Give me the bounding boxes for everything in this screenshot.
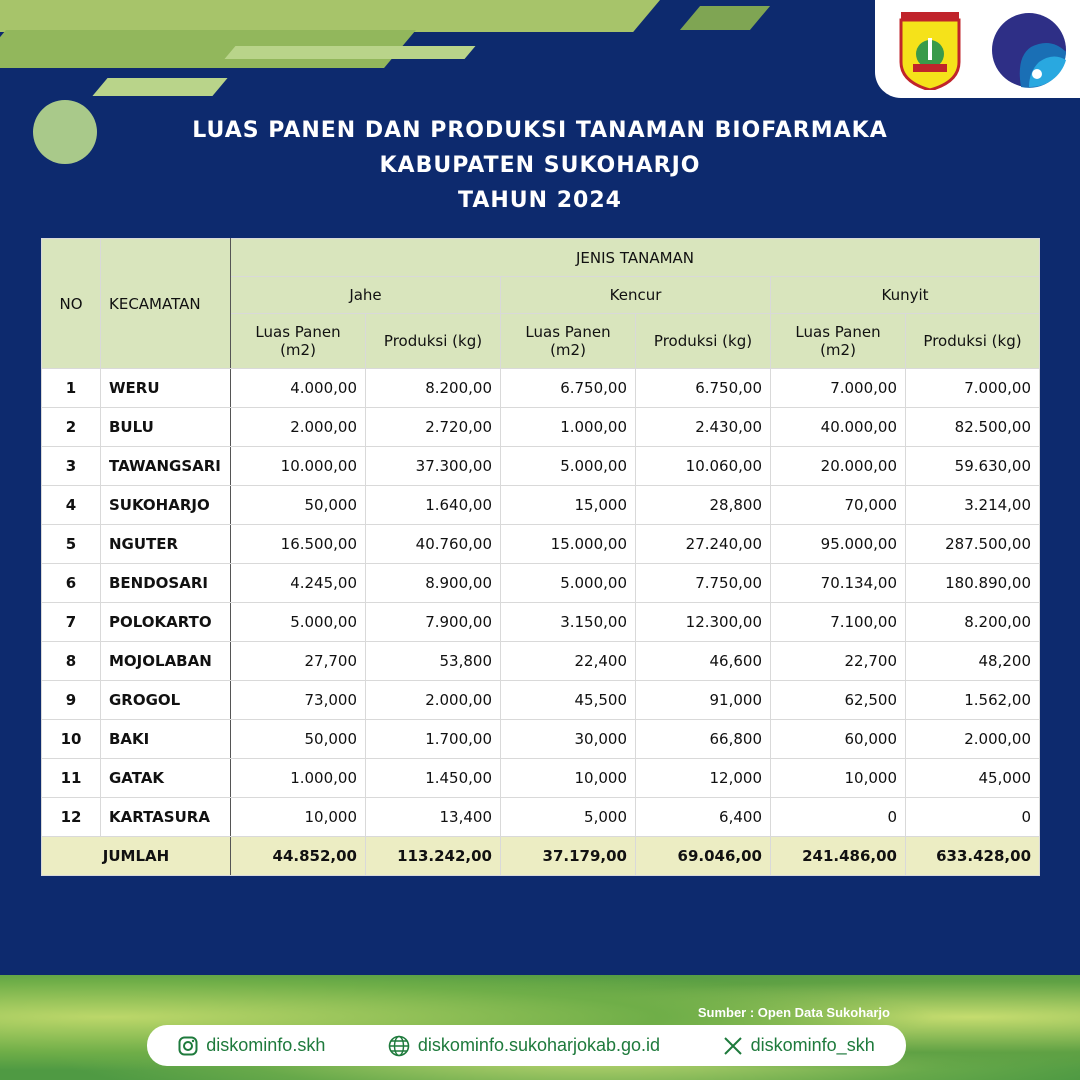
table-row — [42, 798, 1040, 837]
table-row — [42, 564, 1040, 603]
row-number: 3 — [42, 447, 101, 486]
table-row — [42, 525, 1040, 564]
cell-value: 0 — [906, 798, 1040, 837]
kecamatan-name: NGUTER — [101, 525, 231, 564]
cell-value: 27,700 — [231, 642, 366, 681]
row-number: 10 — [42, 720, 101, 759]
cell-value: 16.500,00 — [231, 525, 366, 564]
cell-value: 30,000 — [501, 720, 636, 759]
cell-value: 10,000 — [771, 759, 906, 798]
cell-value: 7.000,00 — [771, 369, 906, 408]
cell-value: 6.750,00 — [636, 369, 771, 408]
header-jenis-tanaman: JENIS TANAMAN — [231, 239, 1040, 277]
header-kunyit: Kunyit — [771, 277, 1040, 314]
row-number: 1 — [42, 369, 101, 408]
cell-value: 10.000,00 — [231, 447, 366, 486]
row-number: 2 — [42, 408, 101, 447]
instagram-icon — [178, 1036, 198, 1056]
kecamatan-name: KARTASURA — [101, 798, 231, 837]
cell-value: 70.134,00 — [771, 564, 906, 603]
sukoharjo-crest-logo — [899, 12, 961, 90]
website-url: diskominfo.sukoharjokab.go.id — [417, 1035, 661, 1055]
cell-value: 40.760,00 — [366, 525, 501, 564]
page-title-line3: TAHUN 2024 — [458, 188, 622, 213]
kecamatan-name: SUKOHARJO — [101, 486, 231, 525]
kecamatan-name: TAWANGSARI — [101, 447, 231, 486]
cell-value: 8.200,00 — [366, 369, 501, 408]
cell-value: 59.630,00 — [906, 447, 1040, 486]
row-number: 4 — [42, 486, 101, 525]
cell-value: 91,000 — [636, 681, 771, 720]
cell-value: 1.562,00 — [906, 681, 1040, 720]
cell-value: 6.750,00 — [501, 369, 636, 408]
cell-value: 37.300,00 — [366, 447, 501, 486]
cell-value: 1.000,00 — [501, 408, 636, 447]
cell-value: 50,000 — [231, 486, 366, 525]
total-row — [42, 837, 1040, 876]
cell-value: 48,200 — [906, 642, 1040, 681]
cell-value: 60,000 — [771, 720, 906, 759]
cell-value: 27.240,00 — [636, 525, 771, 564]
table-row — [42, 408, 1040, 447]
total-value: 633.428,00 — [906, 837, 1040, 876]
cell-value: 46,600 — [636, 642, 771, 681]
website-link[interactable] — [388, 1035, 660, 1057]
kecamatan-name: BENDOSARI — [101, 564, 231, 603]
page-title-line2: KABUPATEN SUKOHARJO — [379, 153, 701, 178]
row-number: 6 — [42, 564, 101, 603]
cell-value: 0 — [771, 798, 906, 837]
cell-value: 2.720,00 — [366, 408, 501, 447]
decor-stripe — [0, 0, 660, 32]
cell-value: 20.000,00 — [771, 447, 906, 486]
cell-value: 7.900,00 — [366, 603, 501, 642]
x-logo-icon — [723, 1036, 743, 1056]
x-link[interactable] — [723, 1035, 875, 1056]
cell-value: 2.000,00 — [366, 681, 501, 720]
instagram-handle: diskominfo.skh — [206, 1035, 326, 1055]
total-value: 44.852,00 — [231, 837, 366, 876]
cell-value: 1.640,00 — [366, 486, 501, 525]
table-row — [42, 603, 1040, 642]
table-row — [42, 447, 1040, 486]
kominfo-logo — [991, 12, 1067, 88]
header-produksi: Produksi (kg) — [906, 314, 1040, 369]
logo-area — [875, 0, 1080, 98]
cell-value: 2.000,00 — [906, 720, 1040, 759]
total-value: 241.486,00 — [771, 837, 906, 876]
cell-value: 22,400 — [501, 642, 636, 681]
cell-value: 180.890,00 — [906, 564, 1040, 603]
source-note: Sumber : Open Data Sukoharjo — [697, 1005, 890, 1020]
total-value: 69.046,00 — [636, 837, 771, 876]
row-number: 9 — [42, 681, 101, 720]
kecamatan-name: GROGOL — [101, 681, 231, 720]
data-table — [41, 238, 1040, 876]
cell-value: 73,000 — [231, 681, 366, 720]
page-title-line1: LUAS PANEN DAN PRODUKSI TANAMAN BIOFARMAKA — [192, 118, 888, 143]
row-number: 8 — [42, 642, 101, 681]
cell-value: 10,000 — [501, 759, 636, 798]
cell-value: 4.000,00 — [231, 369, 366, 408]
table-row — [42, 720, 1040, 759]
total-value: 113.242,00 — [366, 837, 501, 876]
cell-value: 2.000,00 — [231, 408, 366, 447]
total-value: 37.179,00 — [501, 837, 636, 876]
header-luas-panen: Luas Panen (m2) — [231, 314, 366, 369]
cell-value: 40.000,00 — [771, 408, 906, 447]
row-number: 11 — [42, 759, 101, 798]
table-row — [42, 759, 1040, 798]
cell-value: 10.060,00 — [636, 447, 771, 486]
kecamatan-name: MOJOLABAN — [101, 642, 231, 681]
cell-value: 5.000,00 — [501, 447, 636, 486]
cell-value: 8.200,00 — [906, 603, 1040, 642]
instagram-link[interactable] — [178, 1035, 325, 1056]
cell-value: 7.750,00 — [636, 564, 771, 603]
header-no: NO — [42, 239, 101, 369]
cell-value: 12.300,00 — [636, 603, 771, 642]
cell-value: 82.500,00 — [906, 408, 1040, 447]
cell-value: 28,800 — [636, 486, 771, 525]
table-row — [42, 642, 1040, 681]
kecamatan-name: WERU — [101, 369, 231, 408]
cell-value: 6,400 — [636, 798, 771, 837]
decor-stripe — [225, 46, 476, 59]
header-kecamatan: KECAMATAN — [101, 239, 231, 369]
cell-value: 15,000 — [501, 486, 636, 525]
cell-value: 3.214,00 — [906, 486, 1040, 525]
cell-value: 45,000 — [906, 759, 1040, 798]
cell-value: 13,400 — [366, 798, 501, 837]
kecamatan-name: POLOKARTO — [101, 603, 231, 642]
globe-icon — [388, 1035, 410, 1057]
kecamatan-name: BULU — [101, 408, 231, 447]
header-luas-panen: Luas Panen (m2) — [501, 314, 636, 369]
header-luas-panen: Luas Panen (m2) — [771, 314, 906, 369]
table-row — [42, 369, 1040, 408]
total-label: JUMLAH — [42, 837, 231, 876]
cell-value: 53,800 — [366, 642, 501, 681]
header-jahe: Jahe — [231, 277, 501, 314]
decor-stripe — [680, 6, 770, 30]
cell-value: 287.500,00 — [906, 525, 1040, 564]
cell-value: 7.000,00 — [906, 369, 1040, 408]
cell-value: 12,000 — [636, 759, 771, 798]
cell-value: 66,800 — [636, 720, 771, 759]
header-produksi: Produksi (kg) — [366, 314, 501, 369]
header-kencur: Kencur — [501, 277, 771, 314]
cell-value: 4.245,00 — [231, 564, 366, 603]
social-bar — [147, 1025, 906, 1066]
cell-value: 95.000,00 — [771, 525, 906, 564]
cell-value: 8.900,00 — [366, 564, 501, 603]
cell-value: 1.700,00 — [366, 720, 501, 759]
kecamatan-name: GATAK — [101, 759, 231, 798]
cell-value: 5.000,00 — [231, 603, 366, 642]
cell-value: 7.100,00 — [771, 603, 906, 642]
cell-value: 15.000,00 — [501, 525, 636, 564]
cell-value: 22,700 — [771, 642, 906, 681]
cell-value: 1.000,00 — [231, 759, 366, 798]
decor-stripe — [92, 78, 227, 96]
cell-value: 5,000 — [501, 798, 636, 837]
row-number: 12 — [42, 798, 101, 837]
cell-value: 45,500 — [501, 681, 636, 720]
table-row — [42, 486, 1040, 525]
cell-value: 2.430,00 — [636, 408, 771, 447]
cell-value: 50,000 — [231, 720, 366, 759]
row-number: 7 — [42, 603, 101, 642]
header-produksi: Produksi (kg) — [636, 314, 771, 369]
table-row — [42, 681, 1040, 720]
cell-value: 70,000 — [771, 486, 906, 525]
x-handle: diskominfo_skh — [750, 1035, 875, 1055]
cell-value: 10,000 — [231, 798, 366, 837]
kecamatan-name: BAKI — [101, 720, 231, 759]
cell-value: 62,500 — [771, 681, 906, 720]
cell-value: 3.150,00 — [501, 603, 636, 642]
cell-value: 1.450,00 — [366, 759, 501, 798]
cell-value: 5.000,00 — [501, 564, 636, 603]
row-number: 5 — [42, 525, 101, 564]
